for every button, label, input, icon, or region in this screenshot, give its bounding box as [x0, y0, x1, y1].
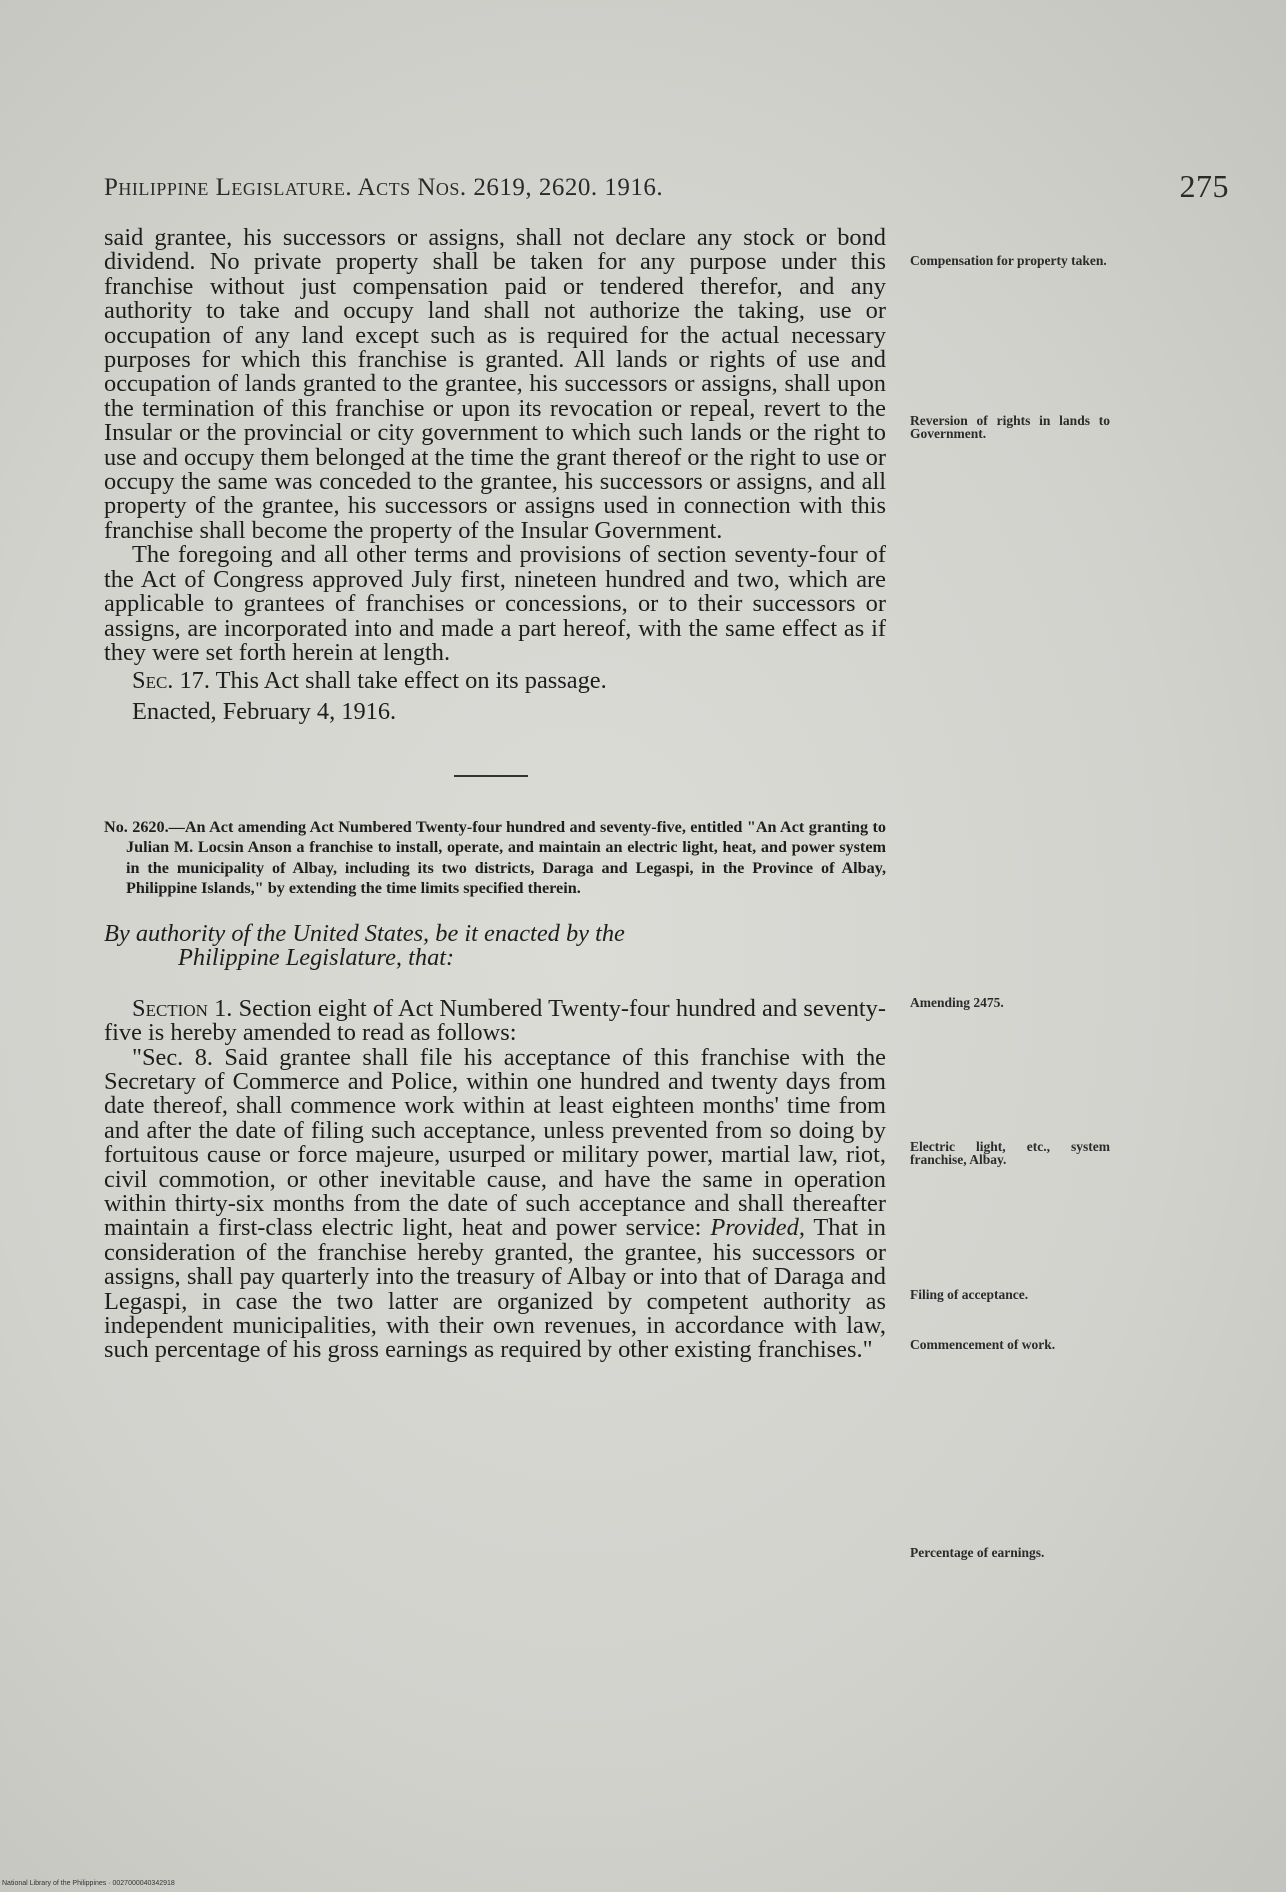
enacting-clause-line-1: By authority of the United States, be it enacted by the	[104, 919, 625, 947]
provided-word: Provided,	[710, 1214, 805, 1242]
scan-credit: National Library of the Philippines · 0027000040342918	[2, 1880, 175, 1887]
section-17-label: Sec. 17.	[132, 667, 210, 695]
section-1-label: Section 1.	[132, 994, 233, 1022]
margin-note-commencement: Commencement of work.	[910, 1337, 1056, 1352]
section-divider	[454, 775, 528, 777]
margin-note-compensation: Compensation for property taken.	[910, 253, 1107, 268]
page-number: 275	[1179, 168, 1229, 204]
act-2620-body	[104, 994, 886, 1364]
section-1	[104, 994, 886, 1047]
margin-note-reversion: Reversion of rights in lands to Government.	[910, 413, 1110, 441]
enacted-date: Enacted, February 4, 1916.	[132, 697, 397, 725]
margin-note-filing: Filing of acceptance.	[910, 1287, 1029, 1302]
section-17-text: This Act shall take effect on its passage.	[215, 667, 607, 695]
margin-note-amending: Amending 2475.	[910, 995, 1004, 1010]
paragraph-continuation: said grantee, his successors or assigns, shall not declare any stock or bond dividend. No private property shall be taken for any purpose under this franchise without just compensation paid or tendered therefor, and any authority to take and occupy land shall not authorize the taking, use or occupation of any land except such as is required for the actual necessary purposes for which this franchise is granted. All lands or rights of use and occupation of lands granted to the grantee, his successors or assigns, shall upon the termination of this franchise or upon its revocation or repeal, revert to the Insular or the provincial or city government to which such lands or the right to use and occupy them belonged at the time the grant thereof or the right to use or occupy the same was conceded to the grantee, his successors or assigns, and all property of the grantee, his successors or assigns used in connection with this franchise shall become the property of the Insular Government.	[104, 224, 886, 544]
section-17	[104, 669, 886, 693]
enacting-clause	[104, 919, 886, 972]
section-8-part-1: "Sec. 8. Said grantee shall file his acceptance of this franchise with the Secretary of Commerce and Police, within one hundred and twenty days from date thereof, shall commence work within at least eighteen months' time from and after the date of filing such acceptance, unless prevented from so doing by fortuitous cause or force majeure, usurped or military power, martial law, riot, civil commotion, or other inevitable cause, and have the same in operation within thirty-six months from the date of such acceptance and shall thereafter maintain a first-class electric light, heat and power service:	[104, 1043, 886, 1242]
section-1-text: Section eight of Act Numbered Twenty-four hundred and seventy-five is hereby amended to read as follows:	[104, 994, 886, 1047]
paragraph-incorporation: The foregoing and all other terms and provisions of section seventy-four of the Act of Congress approved July first, nineteen hundred and two, which are applicable to grantees of franchises or concessions, or to their successors or assigns, are incorporated into and made a part hereof, with the same effect as if they were set forth herein at length.	[104, 541, 886, 666]
act-2620-title-block	[104, 817, 886, 898]
margin-note-electric-franchise: Electric light, etc., system franchise, Albay.	[910, 1139, 1110, 1167]
act-title: No. 2620.—An Act amending Act Numbered Twenty-four hundred and seventy-five, entitled "An Act granting to Julian M. Locsin Anson a franchise to install, operate, and maintain an electric light, heat, and power system in the municipality of Albay, including its two districts, Daraga and Legaspi, in the Province of Albay, Philippine Islands," by extending the time limits specified therein.	[104, 818, 886, 897]
enacting-clause-line-2: Philippine Legislature, that:	[178, 944, 455, 972]
running-head: Philippine Legislature. Acts Nos. 2619, 2620. 1916.	[104, 174, 664, 201]
margin-note-percentage: Percentage of earnings.	[910, 1545, 1045, 1560]
section-8-part-2: That in consideration of the franchise hereby granted, the grantee, his successors or assigns, shall pay quarterly into the treasury of Albay or into that of Daraga and Legaspi, in case the two latter are organized by competent authority as independent municipalities, with their own revenues, in accordance with law, such percentage of his gross earnings as required by other existing franchises."	[104, 1214, 886, 1364]
section-8-quoted	[104, 1043, 886, 1364]
main-text-column	[104, 226, 886, 1363]
